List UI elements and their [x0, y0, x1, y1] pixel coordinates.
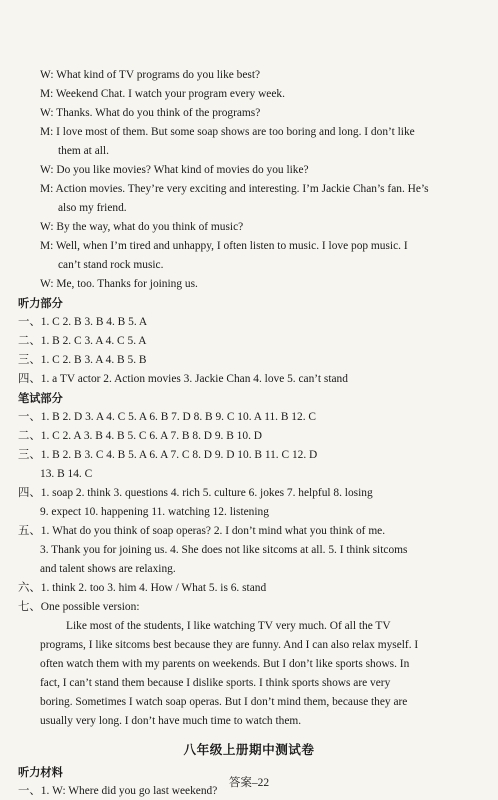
text-line: 一、1. W: Where did you go last weekend?	[18, 785, 218, 797]
section-heading: 听力部分	[18, 297, 63, 310]
section-heading: 笔试部分	[18, 392, 63, 405]
text-line: 三、1. C 2. B 3. A 4. B 5. B	[18, 354, 147, 366]
text-line: 七、One possible version:	[18, 601, 140, 613]
section-title: 八年级上册期中测试卷	[183, 742, 315, 757]
text-line: fact, I can’t stand them because I dislike sports. I think sports shows are very	[40, 677, 391, 689]
text-line: 3. Thank you for joining us. 4. She does not like sitcoms at all. 5. I think sitcoms	[40, 544, 408, 556]
text-line: W: Thanks. What do you think of the programs?	[40, 107, 261, 119]
text-line: also my friend.	[58, 202, 127, 214]
text-line: 二、1. B 2. C 3. A 4. C 5. A	[18, 335, 147, 347]
text-line: 一、1. C 2. B 3. B 4. B 5. A	[18, 316, 148, 328]
text-line: 三、1. B 2. B 3. C 4. B 5. A 6. A 7. C 8. D 9. D 10. B 11. C 12. D	[18, 449, 318, 461]
text-line: 六、1. think 2. too 3. him 4. How / What 5. is 6. stand	[18, 582, 267, 594]
text-line: 二、1. C 2. A 3. B 4. B 5. C 6. A 7. B 8. D 9. B 10. D	[18, 430, 262, 442]
text-line: M: Weekend Chat. I watch your program every week.	[40, 88, 285, 100]
text-line: 五、1. What do you think of soap operas? 2. I don’t mind what you think of me.	[18, 525, 386, 537]
section-heading: 听力材料	[18, 766, 63, 779]
text-line: 一、1. B 2. D 3. A 4. C 5. A 6. B 7. D 8. B 9. C 10. A 11. B 12. C	[18, 411, 316, 423]
text-line: M: Action movies. They’re very exciting and interesting. I’m Jackie Chan’s fan. He’s	[40, 183, 429, 195]
text-line: W: By the way, what do you think of music?	[40, 221, 244, 233]
text-line: 四、1. soap 2. think 3. questions 4. rich 5. culture 6. jokes 7. helpful 8. losing	[18, 487, 373, 499]
text-line: M: Well, when I’m tired and unhappy, I often listen to music. I love pop music. I	[40, 240, 408, 252]
text-line: W: Me, too. Thanks for joining us.	[40, 278, 198, 290]
page-number: 答案–22	[228, 777, 270, 789]
text-line: often watch them with my parents on weekends. But I don’t like sports shows. In	[40, 658, 410, 670]
text-line: 四、1. a TV actor 2. Action movies 3. Jackie Chan 4. love 5. can’t stand	[18, 373, 348, 385]
text-line: 13. B 14. C	[40, 468, 93, 480]
text-line: W: What kind of TV programs do you like best?	[40, 69, 261, 81]
text-line: programs, I like sitcoms best because they are funny. And I can also relax myself. I	[40, 639, 419, 651]
text-line: Like most of the students, I like watching TV very much. Of all the TV	[66, 620, 391, 632]
text-line: can’t stand rock music.	[58, 259, 164, 271]
text-line: W: Do you like movies? What kind of movies do you like?	[40, 164, 309, 176]
text-line: usually very long. I don’t have much time to watch them.	[40, 715, 302, 727]
text-line: boring. Sometimes I watch soap operas. But I don’t mind them, because they are	[40, 696, 408, 708]
text-line: M: I love most of them. But some soap shows are too boring and long. I don’t like	[40, 126, 415, 138]
text-line: 9. expect 10. happening 11. watching 12. listening	[40, 506, 269, 518]
text-line: them at all.	[58, 145, 109, 157]
text-line: and talent shows are relaxing.	[40, 563, 176, 575]
